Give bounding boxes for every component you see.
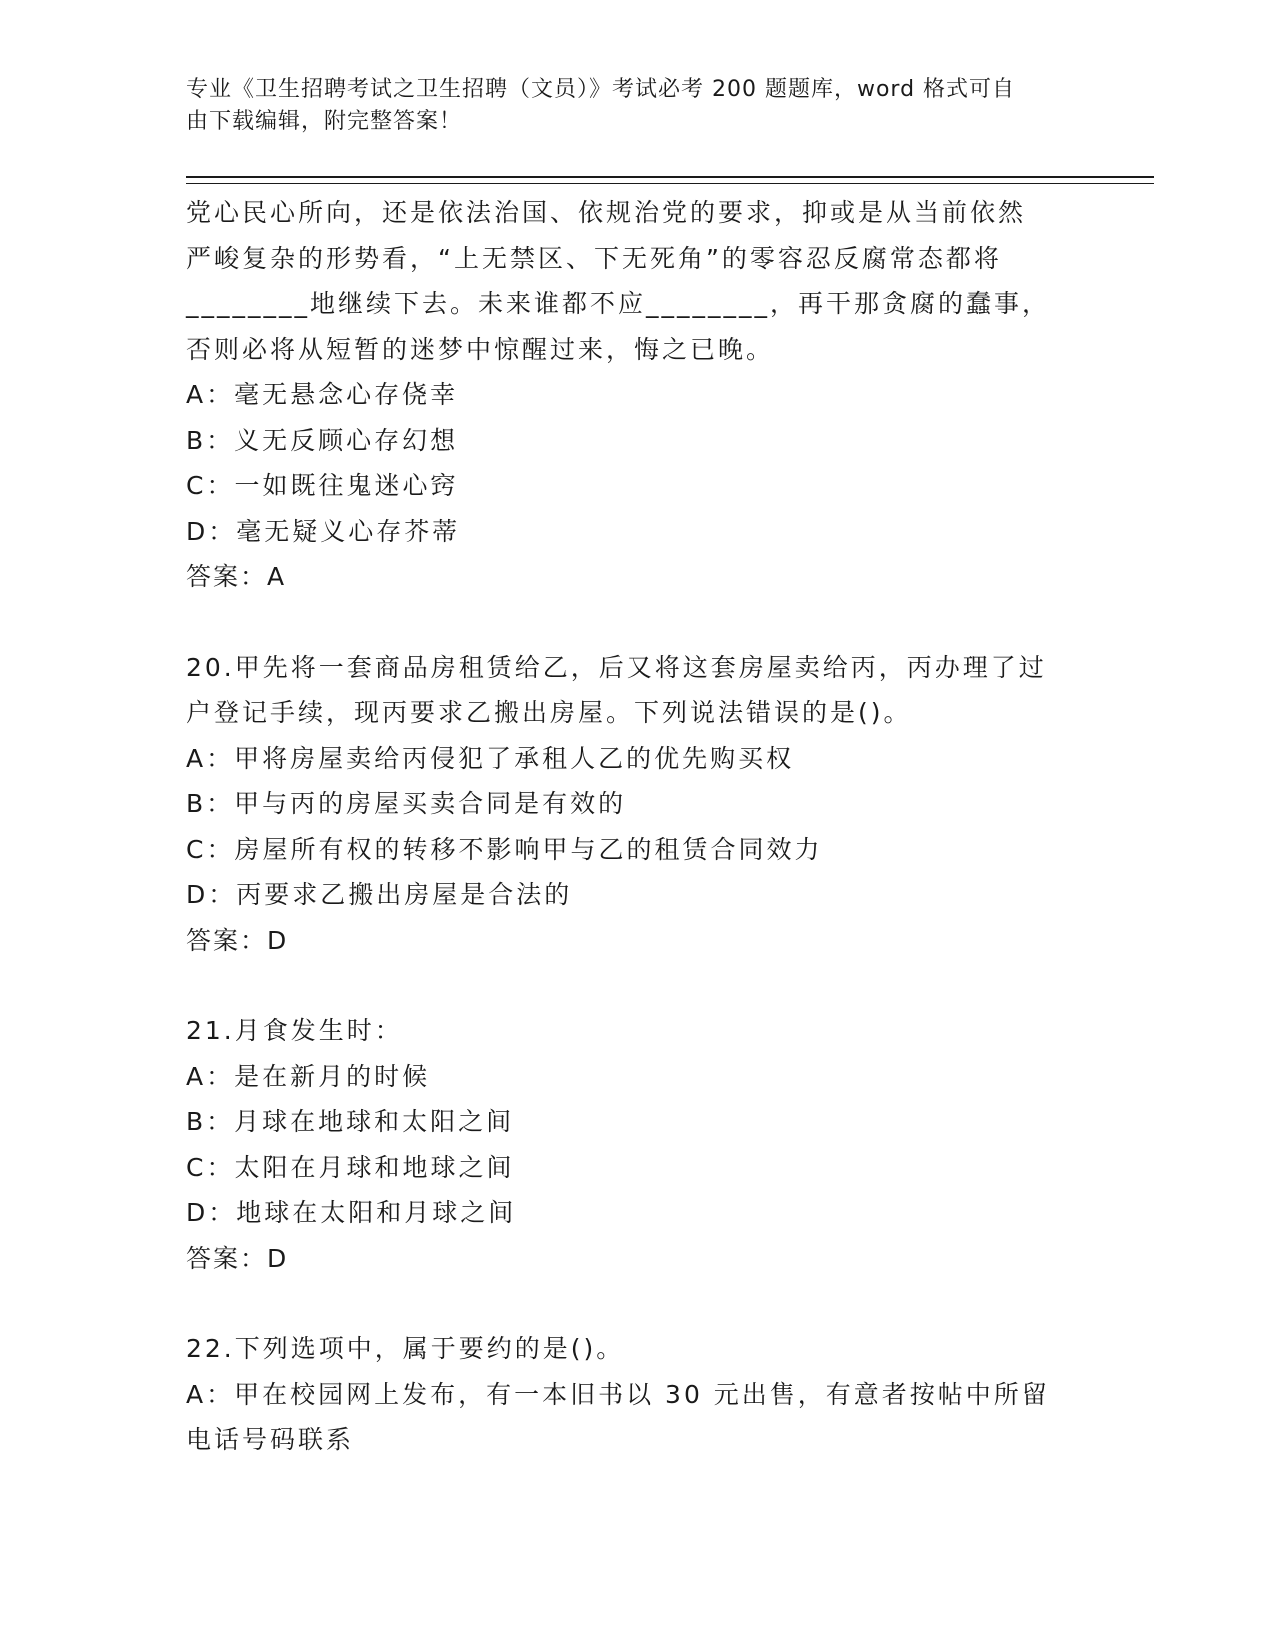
question-spacer [186, 1281, 1086, 1326]
option-d: D：毫无疑义心存芥蒂 [186, 516, 461, 546]
header-divider-thin [186, 183, 1154, 184]
question-text-line: 严峻复杂的形势看，“上无禁区、下无死角”的零容忍反腐常态都将 [186, 243, 1002, 273]
question-21 [186, 1008, 1086, 1281]
option-a: A：甲将房屋卖给丙侵犯了承租人乙的优先购买权 [186, 743, 795, 773]
question-spacer [186, 963, 1086, 1008]
question-text-line: 党心民心所向，还是依法治国、依规治党的要求，抑或是从当前依然 [186, 198, 1027, 227]
option-c: C：一如既往鬼迷心窍 [186, 471, 459, 500]
header-divider-thick [186, 176, 1154, 178]
option-c: C：太阳在月球和地球之间 [186, 1152, 515, 1182]
question-19 [186, 190, 1086, 600]
question-20 [186, 645, 1086, 964]
question-text-line: 20.甲先将一套商品房租赁给乙，后又将这套房屋卖给丙，丙办理了过 [186, 652, 1047, 682]
question-22 [186, 1326, 1086, 1463]
question-text-line: 否则必将从短暂的迷梦中惊醒过来，悔之已晚。 [186, 334, 775, 364]
option-a-continued: 电话号码联系 [186, 1425, 355, 1454]
option-c: C：房屋所有权的转移不影响甲与乙的租赁合同效力 [186, 834, 823, 864]
question-spacer [186, 600, 1086, 645]
option-b: B：甲与丙的房屋买卖合同是有效的 [186, 789, 627, 818]
question-text-line: 21.月食发生时： [186, 1016, 403, 1045]
option-d: D：丙要求乙搬出房屋是合法的 [186, 880, 573, 909]
option-b: B：月球在地球和太阳之间 [186, 1107, 515, 1136]
answer-line: 答案：A [186, 562, 287, 591]
answer-line: 答案：D [186, 925, 289, 955]
question-text-line: ________地继续下去。未来谁都不应________，再干那贪腐的蠢事， [186, 289, 1051, 318]
option-a: A：毫无悬念心存侥幸 [186, 380, 459, 409]
answer-line: 答案：D [186, 1243, 289, 1273]
question-text-line: 22.下列选项中，属于要约的是()。 [186, 1334, 625, 1363]
option-a: A：是在新月的时候 [186, 1061, 431, 1091]
option-b: B：义无反顾心存幻想 [186, 425, 459, 455]
option-d: D：地球在太阳和月球之间 [186, 1198, 517, 1227]
option-a: A：甲在校园网上发布，有一本旧书以 30 元出售，有意者按帖中所留 [186, 1379, 1050, 1409]
header-line-1: 专业《卫生招聘考试之卫生招聘（文员）》考试必考 200 题题库，word 格式可自 [186, 77, 1016, 102]
question-text-line: 户登记手续，现丙要求乙搬出房屋。下列说法错误的是()。 [186, 698, 912, 727]
document-header [186, 74, 1066, 138]
document-body [186, 190, 1086, 1463]
header-line-2: 由下载编辑，附完整答案！ [186, 109, 463, 134]
